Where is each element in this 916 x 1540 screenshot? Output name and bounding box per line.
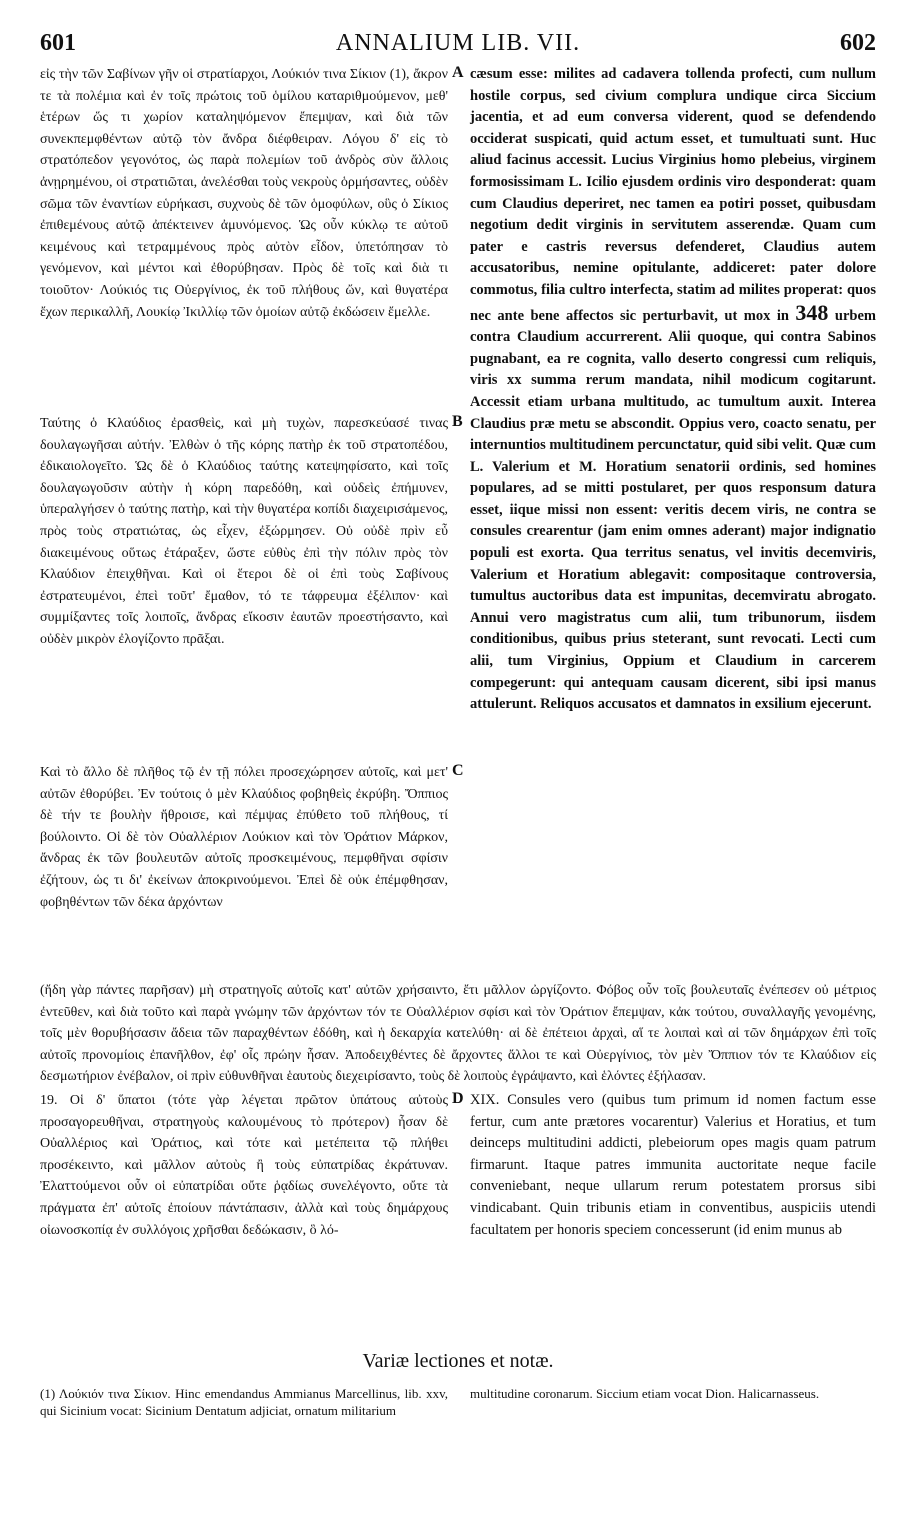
- section-marker-c: C: [452, 762, 464, 779]
- page-number-left: 601: [40, 30, 76, 56]
- greek-column-section-c: Καὶ τὸ ἄλλο δὲ πλῆθος τῷ ἐν τῇ πόλει προσεχώρησεν αὐτοῖς, καὶ μετ' αὐτῶν ἐθορύβει. Ἐν τούτοις ὁ μὲν Κλαύδιος φοβηθεὶς ἐκρύβη. Ὄππιος δὲ τήν τε βουλὴν ἤθροισε, καὶ πέμψας ἐπύθετο τοῦ πλήθους, τί βούλοιντο. Οἱ δὲ τὸν Οὐαλλέριον Λούκιον καὶ τὸν Ὀράτιον Μάρκον, ἄνδρας ἐκ τῶν βουλευτῶν αὐτοῖς προσκειμένους, πεμφθῆναι σφίσιν ἐζήτουν, ὡς τι δι' ἐκείνων ἀποκρινούμενοι. Ἐπεὶ δὲ οὐκ ἐπέμφθησαν, φοβηθέντων τῶν δέκα ἀρχόντων: [40, 765, 448, 910]
- marginal-number: 348: [795, 299, 829, 325]
- section-marker-a: A: [452, 64, 464, 81]
- greek-column-section-b: Ταύτης ὁ Κλαύδιος ἐρασθεὶς, καὶ μὴ τυχὼν, παρεσκεύασέ τινας δουλαγωγῆσαι αὐτήν. Ἐλθὼν ὁ τῆς κόρης πατὴρ ἐκ τοῦ στρατοπέδου, ἐδικαιολογεῖτο. Ὡς δὲ ὁ Κλαύδιος ταύτης κατεψηφίσατο, καὶ τοῖς δουλαγωγοῦσιν αὐτὴν ἡ κόρη παρεδόθη, καὶ οὐδεὶς ἐπήμυνεν, ὑπεραλγήσεν ὁ ταύτης πατὴρ, καὶ τὴν θυγατέρα κοπίδι διαχειρισάμενος, πρὸς τοὺς στρατιώτας, ὡς εἶχεν, ἐξώρμησεν. Οὐ οὐδὲ πρὶν εὖ διακειμένους οὕτως ἐτάραξεν, ὥστε εὐθὺς ἐπὶ τὴν πόλιν πρὸς τὸν Κλαύδιον ἐπειχθῆναι. Καὶ οἱ ἕτεροι δὲ οἱ ἐπὶ τοὺς Σαβίνους ἐστρατευμένοι, ἐπεὶ τοῦτ' ἔμαθον, τό τε τάφρευμα ἐξέλιπον· καὶ συμμίξαντες τοῖς λοιποῖς, ἄνδρας εἴκοσιν ἑαυτῶν προεστήσαντο, καὶ οὐδὲν μικρὸν ἐλογίζοντο πρᾶξαι.: [40, 416, 448, 647]
- greek-full-width-paragraph: (ἤδη γὰρ πάντες παρῆσαν) μὴ στρατηγοῖς αὐτοῖς κατ' αὐτῶν χρήσαιντο, ἔτι μᾶλλον ὠργίζοντο. Φόβος οὖν τοῖς βουλευταῖς ἐνέπεσεν οὐ μέτριος ἐντεῦθεν, καὶ διὰ τοῦτο καὶ παρὰ γνώμην τῶν ἀρχόντων τόν τε Οὐαλλέριον σφίσι καὶ τὸν Ὀράτιον ἔπεμψαν, κἀκ τούτου, συναλλαγῆς γενομένης, τοῖς μὲν θορυβήσασιν ἄδεια τῶν παραχθέντων ἐδόθη, καὶ ἡ δεκαρχία κατελύθη· αἱ δὲ ἐπέτειοι ἀρχαὶ, αἵ τε λοιπαὶ καὶ αἱ τῶν δημάρχων ἐπὶ τοῖς αὐτοῖς προνομίοις ἐπανῆλθον, ἐφ' οἷς πρώην ἦσαν. Ἀποδειχθέντες δὲ ἄρχοντες ἄλλοι τε καὶ Οὐεργίνιος, τὸν μὲν Ὄππιον τόν τε Κλαύδιον εἰς δεσμωτήριον ἐνέβαλον, οἱ πρὶν εὐθυνθῆναι ἑαυτοὺς διεχειρίσαντο, τοὺς δὲ λοιποὺς ἐγράψαντο, καὶ ἑλόντες ἐξήλασαν.: [40, 983, 876, 1084]
- section-marker-d: D: [452, 1090, 464, 1107]
- notes-heading: Variæ lectiones et notæ.: [362, 1350, 554, 1372]
- greek-column-section-a: εἰς τὴν τῶν Σαβίνων γῆν οἱ στρατίαρχοι, Λούκιόν τινα Σίκιον (1), ἄκρον τε τὰ πολέμια καὶ ἐν τοῖς πρώτοις τοῦ ὁμίλου καταριθμούμενον, μεθ' ἑτέρων ὥς τι χωρίον καταληψόμενον ἔπεμψαν, καὶ διὰ τῶν συνεκπεμφθέντων αὐτῷ τὸν ἄνδρα διέφθειραν. Λόγου δ' εἰς τὸ στρατόπεδον γεγονότος, ὡς παρὰ πολεμίων τοῦ ἀνδρὸς σὺν ἄλλοις ἀνῃρημένου, οἱ στρατιῶται, ἀνελέσθαι τοὺς νεκροὺς ὁρμήσαντες, οὐδὲν σῶμα τῶν ἐναντίων εὑρήκασι, συχνοὺς δὲ τῶν ὁμοφύλων, οὓς ὁ Σίκιος ἐπιθεμένους αὐτῷ ἀπέκτεινεν ἀμυνόμενος. Ὡς οὖν κύκλῳ τε αὐτοῦ κειμένους καὶ τετραμμένους πρὸς αὐτὸν εἶδον, ὑπετόπησαν τὸ γενόμενον, καὶ μέντοι καὶ ἐθορύβησαν. Πρὸς δὲ τοῖς καὶ διὰ τι τοιοῦτον· Λούκιός τις Οὐεργίνιος, ἐκ τοῦ πλήθους ὤν, καὶ θυγατέρα ἔχων περικαλλῆ, Λουκίῳ Ἰκιλλίῳ τῶν ὁμοίων αὐτῷ ἐκδώσειν ἔμελλε.: [40, 67, 448, 320]
- greek-column-section-d: 19. Οἱ δ' ὕπατοι (τότε γὰρ λέγεται πρῶτον ὑπάτους αὐτοὺς προσαγορευθῆναι, στρατηγοὺς καλουμένους τὸ πρότερον) ἦσαν δὲ Οὐαλλέριος καὶ Ὀράτιος, καὶ τότε καὶ μετέπειτα τῷ πλήθει προσέκειντο, καὶ μᾶλλον αὐτοὺς ἢ τοὺς εὐπατρίδας ἐκράτυναν. Ἐλαττούμενοι οὖν οἱ εὐπατρίδαι οὔτε ῥᾳδίως συνελέγοντο, οὔτε τὰ πράγματα ἐπ' αὐτοῖς ἐποίουν πάντάπασιν, ἀλλὰ καὶ τοὺς δημάρχους οἰωνοσκοπίᾳ ἐν συλλόγοις χρῆσθαι δεδώκασιν, ὃ λό-: [40, 1093, 448, 1238]
- page-number-right: 602: [840, 30, 876, 56]
- latin-text-a: cæsum esse: milites ad cadavera tollenda profecti, cum nullum hostile corpus, sed civium complura undique circa Siccium jacentia, et ad eum conversa viderent, quod se defendendo occiderat suspicati, quid actum esset, et tumultuati sunt. Huc aliud facinus accessit. Lucius Virginius homo plebeius, virginem formosissimam L. Icilio ejusdem ordinis viro desponderat: quam cum Claudius deperiret, nec tamen ea potiri posset, quibusdam negotium dedit virginis in servitutem asserendæ. Quam cum pater e castris reversus defenderet, Claudius autem accusatoribus, nemine opitulante, addiceret: pater dolore commotus, filia cultro interfecta, statim ad milites properat: quos nec ante bene affectos sic perturbavit, ut mox in: [470, 66, 876, 324]
- footnote-left: (1) Λούκιόν τινα Σίκιον. Hinc emendandus Ammianus Marcellinus, lib. xxv, qui Sicinium vocat: Sicinium Dentatum adjiciat, ornatum militarium: [40, 1386, 448, 1418]
- latin-column-section-a: [470, 64, 876, 716]
- page-header: [40, 30, 876, 60]
- latin-text-b: urbem contra Claudium accurrerent. Alii quoque, qui contra Sabinos pugnabant, ea re cognita, vallo deserto congressi cum reliquis, viris xx summa rerum mandata, nihil modicum cogitarunt. Accessit etiam urbana multitudo, ac tumultum auxit. Interea Claudius præ metu se abscondit. Oppius vero, coacto senatu, per internuntios multitudinem percunctatur, quid sibi velit. Quæ cum L. Valerium et M. Horatium senatorii ordinis, sed homines populares, ad se mitti postularet, per quos responsum datura esset, iique missi non essent: veritis decem viris, ne contra se consules crearentur (jam enim omnes aderant) major indignatio populi est exorta. Qua territus senatus, vel invitis decemviris, Valerium et Horatium ablegavit: compositaque controversia, tumultus auctoribus data est impunitas, decemviratu abrogato. Annui vero magistratus cum alii, tum tribunorum, iisdem conditionibus, quibus prius steterant, sunt revocati. Lecti cum alii, tum Virginius, Oppium et Claudium in carcerem compegerunt: qui antequam causam dicerent, sibi ipsi manus attulerunt. Reliquos accusatos et damnatos in exsilium ejecerunt.: [470, 307, 877, 713]
- latin-column-section-d: XIX. Consules vero (quibus tum primum id nomen factum esse fertur, cum ante prætores vocarentur) Valerius et Horatius, et tum deinceps multitudini addicti, plebeiorum opes magis quam patrum firmarunt. Itaque patres immunita auctoritate neque facile conveniebant, neque ullarum rerum potestatem prorsus sibi vindicabant. Quin tribunis etiam in conventibus, auspiciis utendi facultatem per honoris speciem concesserunt (id enim munus ab: [470, 1092, 876, 1238]
- running-title: ANNALIUM LIB. VII.: [335, 30, 581, 56]
- footnote-right: multitudine coronarum. Siccium etiam vocat Dion. Halicarnasseus.: [470, 1386, 820, 1401]
- section-marker-b: B: [452, 413, 463, 430]
